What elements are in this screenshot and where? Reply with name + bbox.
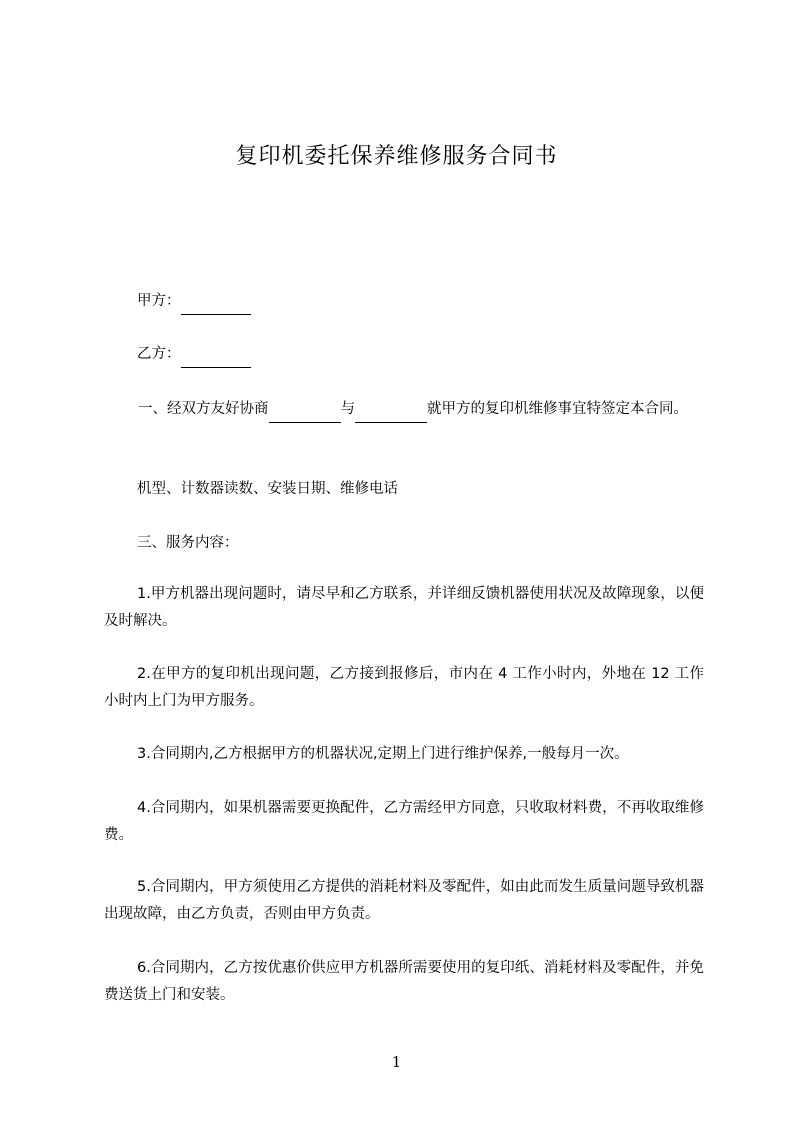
party-a-label: 甲方：	[137, 293, 181, 309]
clause-1-part-3: 就甲方的复印机维修事宜特签定本合同。	[427, 401, 688, 417]
list-item: 4.合同期内，如果机器需要更换配件，乙方需经甲方同意，只收取材料费，不再收取维修费。	[104, 800, 704, 843]
party-a-blank	[181, 297, 251, 315]
clause-1-blank-2	[355, 405, 427, 423]
party-b-line	[104, 341, 704, 368]
list-item: 3.合同期内,乙方根据甲方的机器状况,定期上门进行维护保养,一般每月一次。	[137, 746, 629, 762]
list-item: 1.甲方机器出现问题时，请尽早和乙方联系，并详细反馈机器使用状况及故障现象，以便及时解决。	[104, 586, 704, 629]
clause-1-blank-1	[269, 405, 341, 423]
list-item: 2.在甲方的复印机出现问题，乙方接到报修后，市内在 4 工作小时内，外地在 12 工作小时内上门为甲方服务。	[104, 666, 704, 709]
list-item: 6.合同期内，乙方按优惠价供应甲方机器所需要使用的复印纸、消耗材料及零配件，并免费送货上门和安装。	[104, 960, 704, 1003]
page-title: 复印机委托保养维修服务合同书	[235, 144, 558, 169]
list-item: 5.合同期内，甲方须使用乙方提供的消耗材料及零配件，如由此而发生质量问题导致机器出现故障，由乙方负责，否则由甲方负责。	[104, 879, 704, 922]
party-b-label: 乙方：	[137, 346, 181, 362]
page-number: 1	[391, 1053, 402, 1071]
clause-1	[104, 396, 704, 423]
clause-1-part-1: 一、经双方友好协商	[138, 401, 269, 417]
party-b-blank	[181, 350, 251, 368]
section-3-heading: 三、服务内容：	[137, 535, 239, 551]
party-a-line	[104, 288, 704, 315]
clause-1-part-2: 与	[340, 401, 355, 417]
machine-info: 机型、计数器读数、安装日期、维修电话	[137, 481, 398, 497]
